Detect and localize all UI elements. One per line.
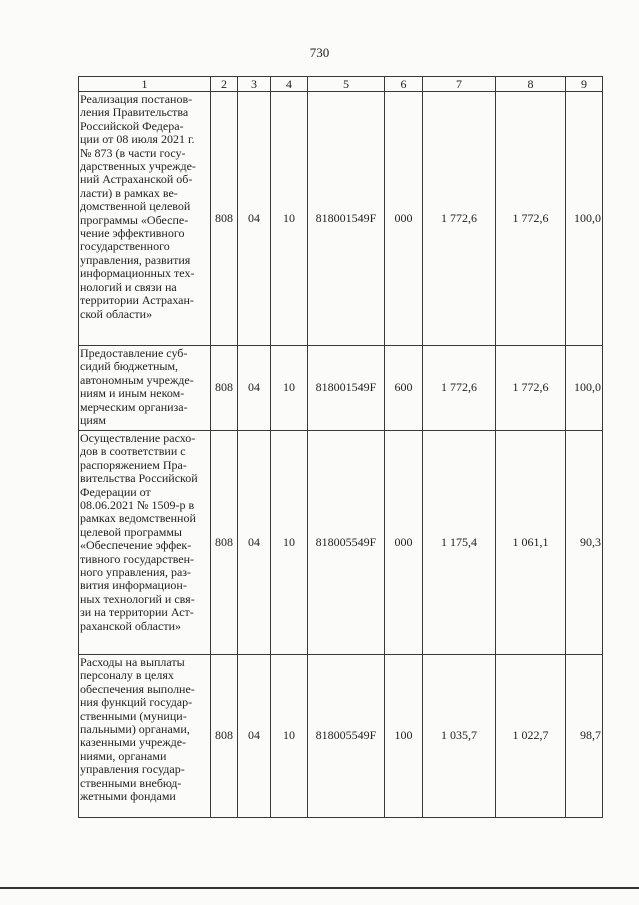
cell-target-article: 818001549F <box>308 346 385 431</box>
cell-ministry: 808 <box>211 655 238 818</box>
cell-expense-type: 100 <box>385 655 423 818</box>
row-description: Расходы на выплаты персоналу в целях обеспечения выполне- ния функций государ- ственными (муници- пальными) органами, казенными учрежде- ниями, органами управления государ- ственными внебюд- жетными фондами <box>79 655 211 818</box>
cell-actual: 1 061,1 <box>496 431 566 655</box>
header-cell: 7 <box>423 77 496 92</box>
page-bottom-rule <box>0 887 639 889</box>
cell-percent: 98,7 <box>566 655 603 818</box>
budget-table <box>78 76 603 818</box>
table-header-row <box>79 77 603 92</box>
cell-section: 04 <box>238 655 271 818</box>
cell-subsection: 10 <box>271 655 308 818</box>
row-description: Предоставление суб- сидий бюджетным, автономным учрежде- ниям и иным неком- мерческим организа- циям <box>79 346 211 431</box>
cell-percent: 100,0 <box>566 92 603 346</box>
cell-section: 04 <box>238 431 271 655</box>
cell-percent: 100,0 <box>566 346 603 431</box>
header-cell: 4 <box>271 77 308 92</box>
cell-subsection: 10 <box>271 92 308 346</box>
cell-subsection: 10 <box>271 431 308 655</box>
cell-expense-type: 600 <box>385 346 423 431</box>
cell-ministry: 808 <box>211 346 238 431</box>
cell-target-article: 818001549F <box>308 92 385 346</box>
header-cell: 1 <box>79 77 211 92</box>
cell-plan: 1 772,6 <box>423 346 496 431</box>
table-row <box>79 655 603 818</box>
cell-actual: 1 772,6 <box>496 346 566 431</box>
page-number: 730 <box>309 45 330 60</box>
header-cell: 8 <box>496 77 566 92</box>
table-row <box>79 92 603 346</box>
header-cell: 2 <box>211 77 238 92</box>
row-description: Реализация постанов- ления Правительства Российской Федера- ции от 08 июля 2021 г. № 873 (в части госу- дарственных учрежде- ний Астраханской об- ласти) в рамках ве- домственной целевой программы «Обеспе- чение эффективного государственного управления, развития информационных тех- нологий и связи на территории Астрахан- ской области» <box>79 92 211 346</box>
cell-ministry: 808 <box>211 431 238 655</box>
row-description: Осуществление расхо- дов в соответствии с распоряжением Пра- вительства Российской Федерации от 08.06.2021 № 1509-р в рамках ведомственной целевой программы «Обеспечение эффек- тивного государствен- ного управления, раз- вития информацион- ных технологий и свя- зи на территории Аст- раханской области» <box>79 431 211 655</box>
cell-target-article: 818005549F <box>308 431 385 655</box>
header-cell: 5 <box>308 77 385 92</box>
header-cell: 9 <box>566 77 603 92</box>
cell-target-article: 818005549F <box>308 655 385 818</box>
cell-actual: 1 772,6 <box>496 92 566 346</box>
cell-plan: 1 175,4 <box>423 431 496 655</box>
cell-plan: 1 035,7 <box>423 655 496 818</box>
cell-subsection: 10 <box>271 346 308 431</box>
cell-expense-type: 000 <box>385 92 423 346</box>
cell-section: 04 <box>238 346 271 431</box>
cell-section: 04 <box>238 92 271 346</box>
cell-plan: 1 772,6 <box>423 92 496 346</box>
header-cell: 6 <box>385 77 423 92</box>
table-row <box>79 431 603 655</box>
cell-expense-type: 000 <box>385 431 423 655</box>
cell-ministry: 808 <box>211 92 238 346</box>
table-row <box>79 346 603 431</box>
header-cell: 3 <box>238 77 271 92</box>
cell-percent: 90,3 <box>566 431 603 655</box>
cell-actual: 1 022,7 <box>496 655 566 818</box>
